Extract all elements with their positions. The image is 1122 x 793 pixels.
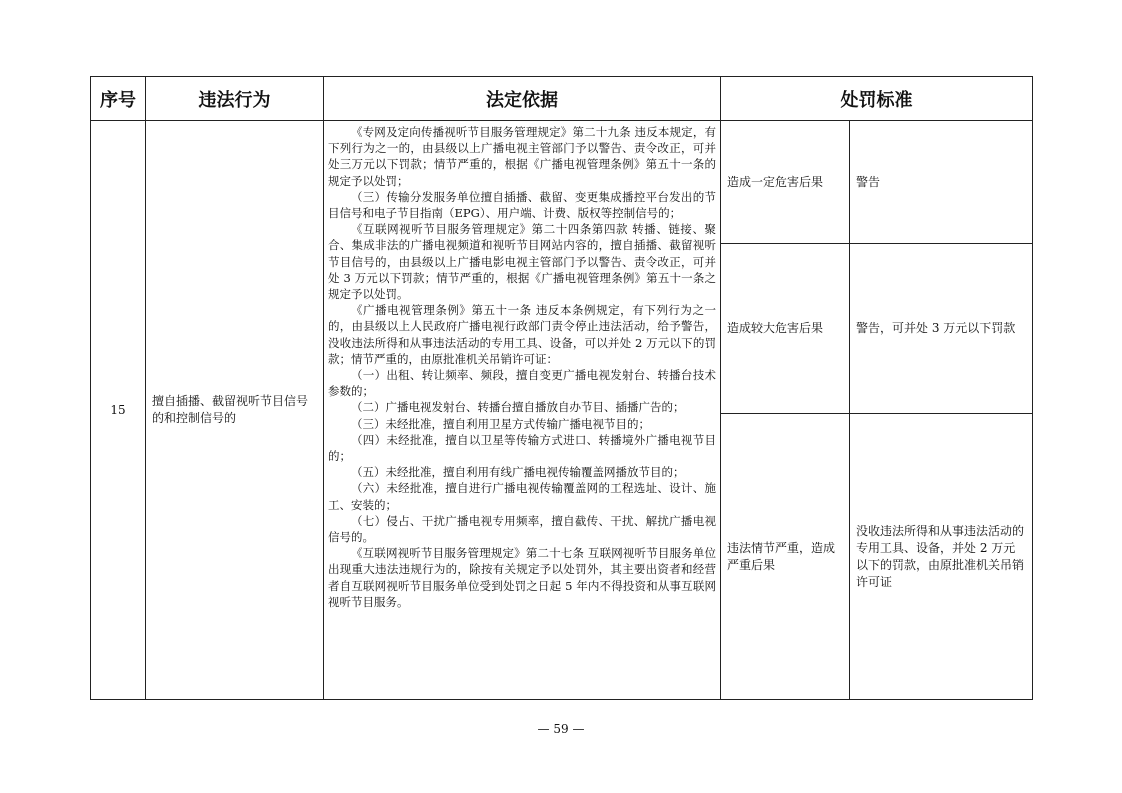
header-behavior: 违法行为 [146, 77, 324, 121]
row-number: 15 [91, 121, 146, 700]
basis-paragraph: 《互联网视听节目服务管理规定》第二十四条第四款 转播、链接、聚合、集成非法的广播电视频道和视听节目网站内容的，擅自插播、截留视听节目信号的，由县级以上广播电影电视主管部门予以警告、责令改正，可并处 3 万元以下罚款；情节严重的，根据《广播电视管理条例》第五十一条之规定予以处罚。 [328, 222, 716, 302]
basis-paragraph: （三）传输分发服务单位擅自插播、截留、变更集成播控平台发出的节目信号和电子节目指南（EPG）、用户端、计费、版权等控制信号的； [328, 189, 716, 221]
basis-paragraph: （一）出租、转让频率、频段，擅自变更广播电视发射台、转播台技术参数的； [328, 368, 716, 399]
basis-paragraph: 《专网及定向传播视听节目服务管理规定》第二十九条 违反本规定，有下列行为之一的，由县级以上广播电视主管部门予以警告、责令改正，可并处三万元以下罚款；情节严重的，根据《广播电视管理条例》第五十一条的规定予以处罚； [328, 125, 716, 188]
header-basis: 法定依据 [324, 77, 721, 121]
basis-paragraph: （二）广播电视发射台、转播台擅自播放自办节目、插播广告的； [351, 400, 685, 415]
basis-paragraph: 《广播电视管理条例》第五十一条 违反本条例规定，有下列行为之一的，由县级以上人民政府广播电视行政部门责令停止违法活动，给予警告，没收违法所得和从事违法活动的专用工具、设备，可以并处 2 万元以下的罚款；情节严重的，由原批准机关吊销许可证： [328, 303, 716, 366]
penalty-standards-table [90, 76, 1033, 700]
violation-behavior: 擅自插播、截留视听节目信号的和控制信号的 [146, 121, 324, 700]
basis-paragraph: （四）未经批准，擅自以卫星等传输方式进口、转播境外广播电视节目的； [328, 432, 716, 464]
standard-penalty: 警告 [850, 121, 1033, 244]
standard-penalty: 警告，可并处 3 万元以下罚款 [850, 244, 1033, 414]
basis-paragraph: 《互联网视听节目服务管理规定》第二十七条 互联网视听节目服务单位出现重大违法违规行为的，除按有关规定予以处罚外，其主要出资者和经营者自互联网视听节目服务单位受到处罚之日起 5 年内不得投资和从事互联网视听节目服务。 [328, 546, 716, 609]
page-number: — 59 — [537, 722, 585, 736]
standard-penalty: 没收违法所得和从事违法活动的专用工具、设备，并处 2 万元以下的罚款，由原批准机关吊销许可证 [850, 414, 1033, 700]
basis-paragraph: （三）未经批准，擅自利用卫星方式传输广播电视节目的； [351, 416, 650, 431]
basis-paragraph: （六）未经批准，擅自进行广播电视传输覆盖网的工程选址、设计、施工、安装的； [328, 481, 716, 512]
header-standard: 处罚标准 [721, 77, 1033, 121]
standard-condition: 违法情节严重，造成严重后果 [721, 414, 850, 700]
standard-condition: 造成较大危害后果 [721, 244, 850, 414]
standard-condition: 造成一定危害后果 [721, 121, 850, 244]
basis-paragraph: （七）侵占、干扰广播电视专用频率，擅自截传、干扰、解扰广播电视信号的。 [328, 513, 716, 545]
legal-basis [324, 121, 721, 700]
basis-paragraph: （五）未经批准，擅自利用有线广播电视传输覆盖网播放节目的； [351, 465, 685, 480]
header-number: 序号 [91, 77, 146, 121]
header-row [91, 77, 1033, 121]
table-row [91, 121, 1033, 244]
